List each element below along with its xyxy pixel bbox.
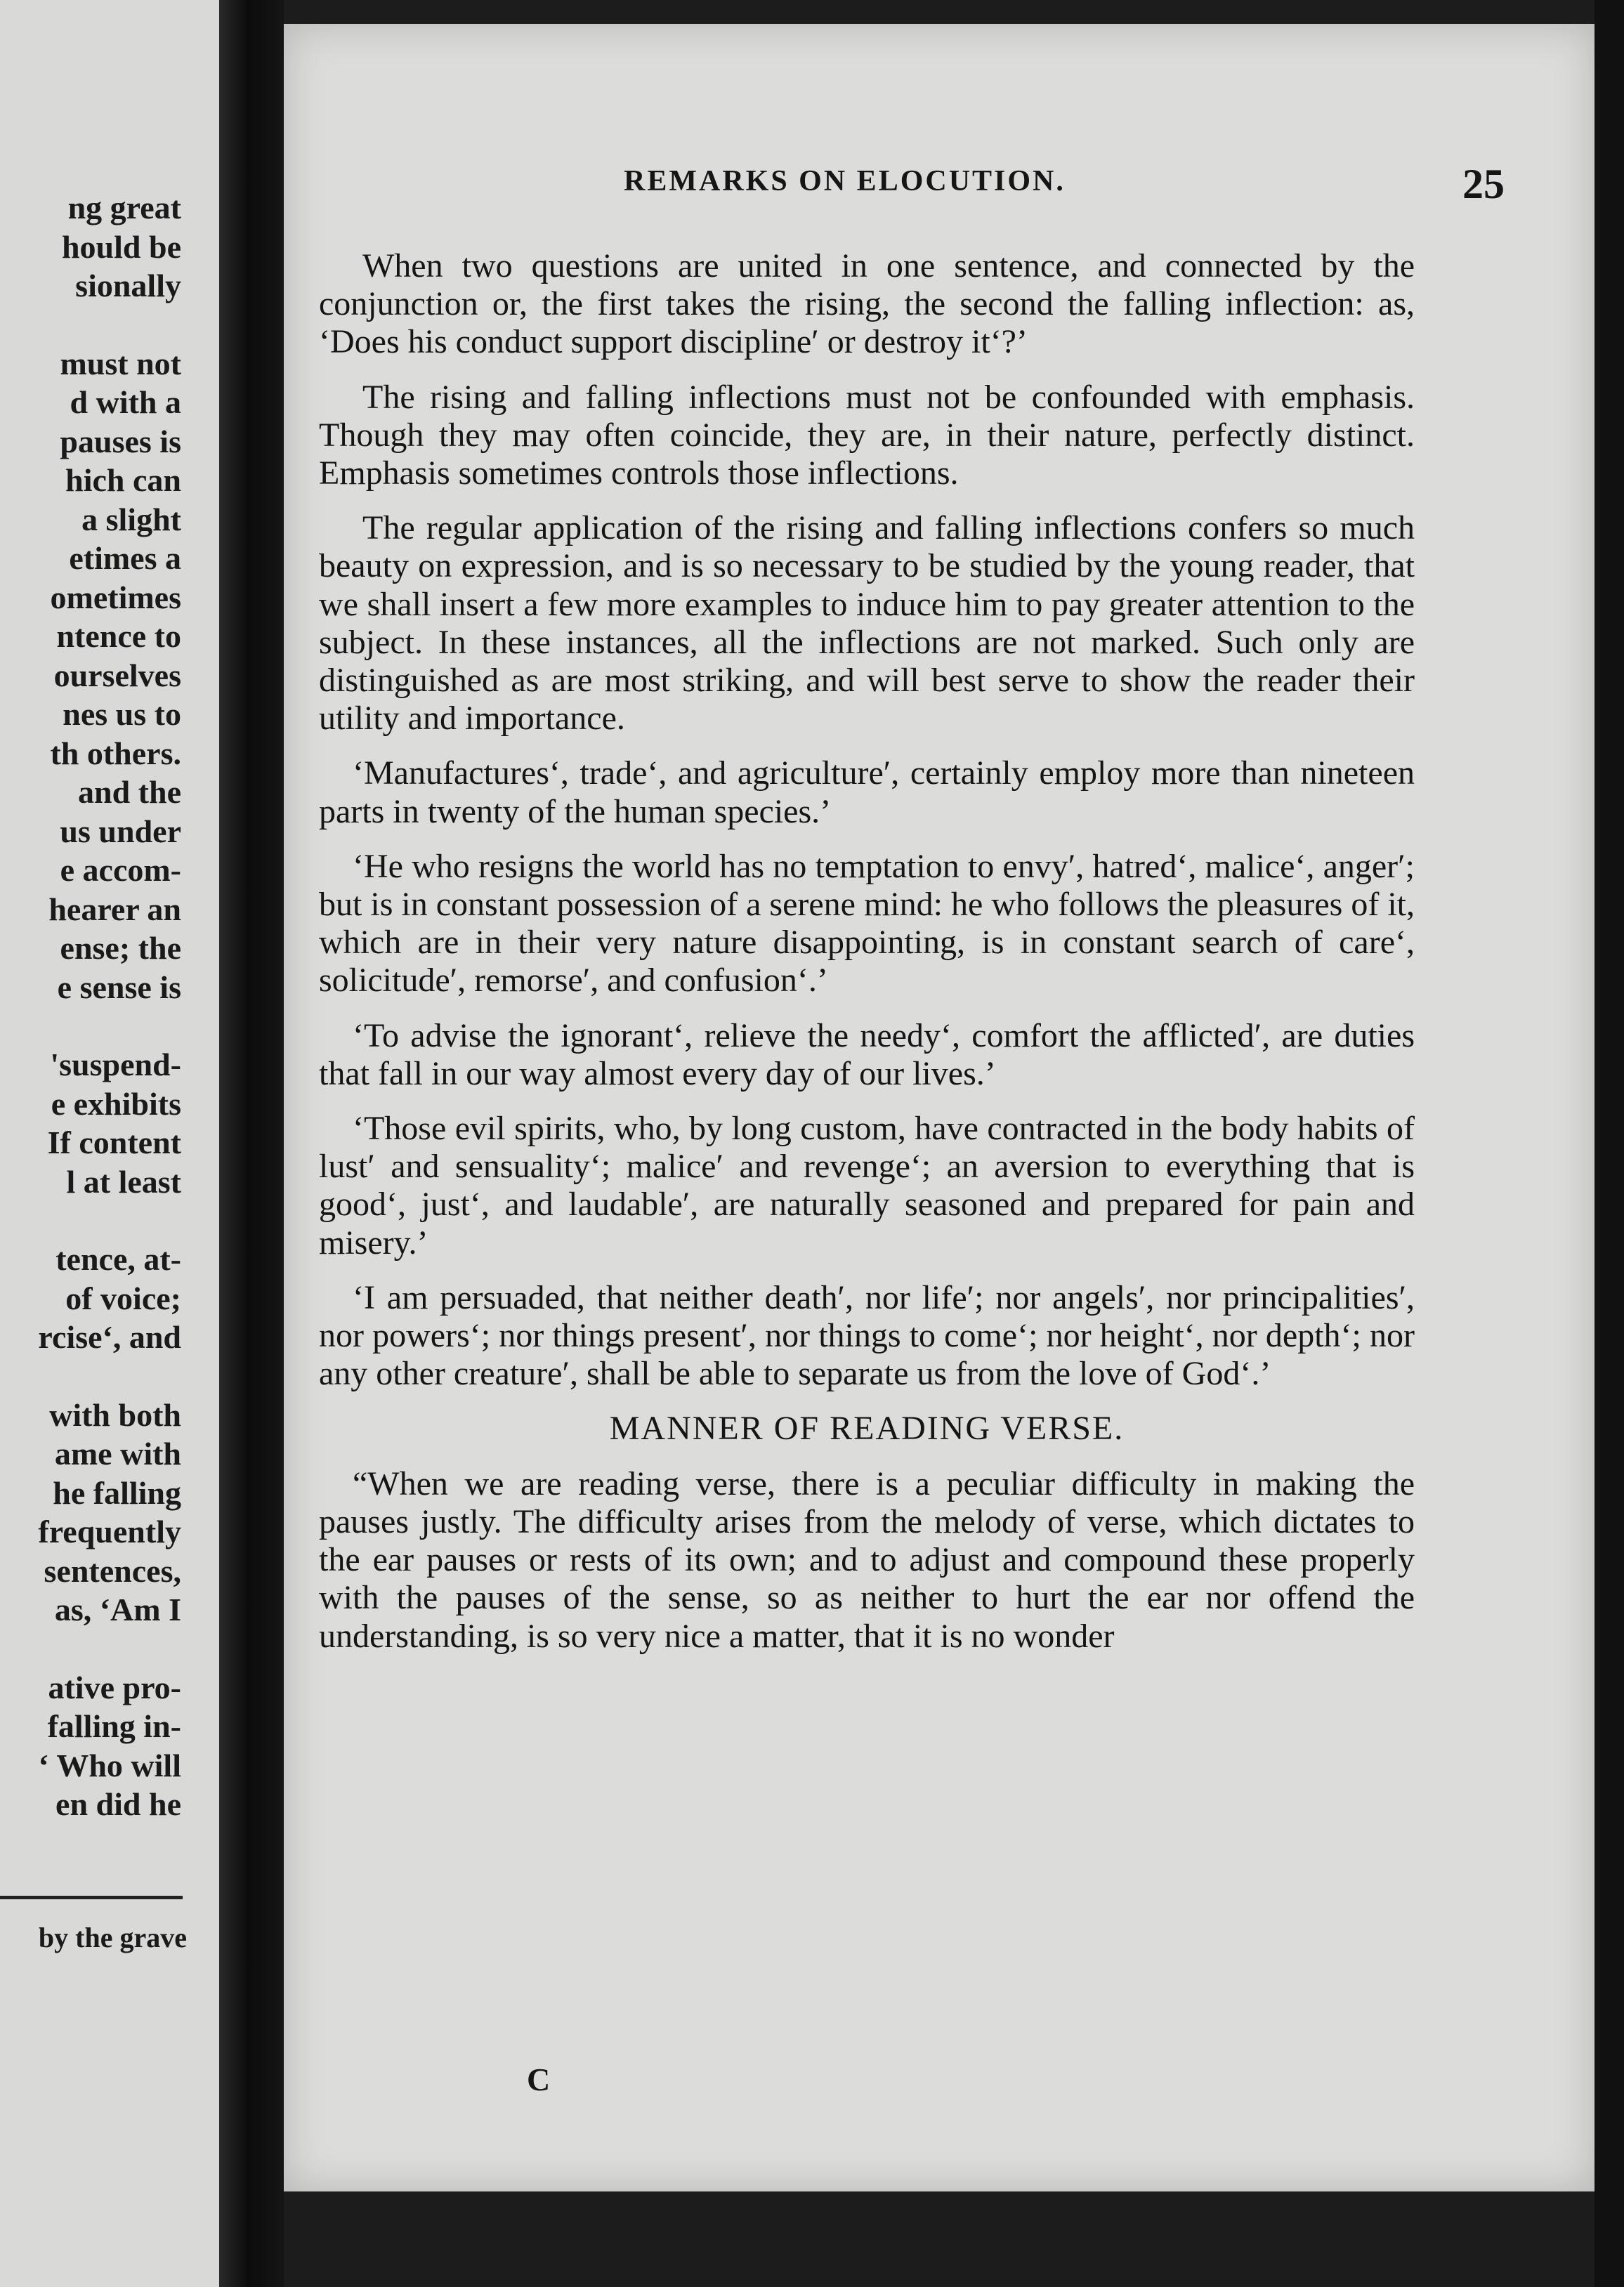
previous-page-line: 'suspend- [50,1047,181,1082]
previous-page-line: ng great [67,190,181,225]
previous-page-line: rcise‘, and [38,1319,181,1355]
previous-page-line: ense; the [60,930,181,966]
previous-page-line: pauses is [60,423,181,459]
previous-page-line: e accom- [60,852,181,888]
previous-page-line: sentences, [44,1552,181,1589]
quotation-example: ‘Manufactures‘, trade‘, and agriculture′, certainly employ more than nineteen parts in twenty of the human species.’ [319,754,1415,830]
section-paragraph: “When we are reading verse, there is a peculiar difficulty in making the pauses justly. The difficulty arises from the melody of verse, which dictates to the ear pauses or rests of its own; and to adjust and compound these properly with the pauses of the sense, so as neither to hurt the ear nor offend the understanding, is so very nice a matter, that it is no wonder [319,1464,1415,1655]
line-gap [38,1201,181,1240]
previous-page-line: frequently [38,1514,181,1549]
previous-page-line: as, ‘Am I [54,1592,181,1627]
previous-page-line: e exhibits [51,1085,181,1122]
previous-page-line: ative pro- [48,1669,181,1705]
previous-page-fragment [0,0,219,2287]
previous-page-line: l at least [66,1163,181,1200]
previous-page-line: ometimes [50,579,181,615]
previous-page-line: d with a [70,384,181,420]
previous-page-line: ame with [54,1436,181,1472]
previous-page-line: tence, at- [55,1241,181,1277]
signature-mark: C [527,2062,551,2097]
previous-page-footnote: by the grave [38,1922,187,1953]
previous-page-line: sionally [75,268,181,303]
previous-page-line: hould be [61,228,181,265]
previous-page-text [38,188,181,1824]
previous-page-line: and the [78,774,181,810]
quotation-example: ‘Those evil spirits, who, by long custom, have contracted in the body habits of lust′ and sensuality‘; malice′ and revenge‘; an aversion to everything that is good‘, just‘, and laudable′, are naturally seasoned and prepared for pain and misery.’ [319,1110,1415,1262]
previous-page-line: en did he [55,1786,181,1822]
line-gap [38,1357,181,1396]
previous-page-line: etimes a [69,540,181,576]
previous-page-line: th others. [50,735,181,771]
quotation-example: ‘To advise the ignorant‘, relieve the needy‘, comfort the afflicted′, are duties that fall in our way almost every day of our lives.’ [319,1016,1415,1092]
quotation-example: ‘He who resigns the world has no temptation to envy′, hatred‘, malice‘, anger′; but is in constant possession of a serene mind: he who follows the pleasures of it, which are in their very nature disappointing, is in constant search of care‘, solicitude′, remorse′, and confusion‘.’ [319,847,1415,1000]
previous-page-line: us under [60,813,181,849]
previous-page-line: hearer an [48,891,181,927]
previous-page-line: he falling [53,1474,181,1511]
line-gap [38,1630,181,1668]
scan-border [1594,0,1624,2287]
section-title: MANNER OF READING VERSE. [609,1410,1125,1448]
previous-page-line: If content [47,1125,181,1160]
previous-page-line: ‘ Who will [38,1747,181,1783]
previous-page-line: a slight [81,501,181,537]
quotation-example: ‘I am persuaded, that neither death′, nor life′; nor angels′, nor principalities′, nor powers‘; nor things present′, nor things to come‘; nor height‘, nor depth‘; nor any other creature′, shall be able to separate us from the love of God‘.’ [319,1278,1415,1393]
previous-page-line: nes us to [63,696,181,732]
previous-page-line: hich can [65,462,181,498]
paragraph: When two questions are united in one sentence, and connected by the conjunction or, the first takes the rising, the second the falling inflection: as, ‘Does his conduct support discipline′ or destroy it‘?’ [319,247,1415,361]
previous-page-line: must not [60,345,181,381]
page-number: 25 [1462,161,1505,207]
line-gap [38,1007,181,1045]
previous-page-line: ntence to [56,618,181,654]
previous-page-line: falling in- [47,1708,181,1744]
line-gap [38,306,181,344]
footnote-rule [0,1896,183,1899]
previous-page-line: with both [49,1396,181,1433]
previous-page-line: of voice; [65,1280,181,1316]
book-page [284,24,1594,2191]
page-header [284,161,1594,207]
running-head: REMARKS ON ELOCUTION. [624,165,1066,197]
book-gutter [219,0,284,2287]
previous-page-line: e sense is [57,969,181,1005]
previous-page-line: ourselves [53,657,181,693]
paragraph: The rising and falling inflections must not be confounded with emphasis. Though they may often coincide, they are, in their nature, perfectly distinct. Emphasis sometimes controls those inflections. [319,378,1415,492]
page-body [319,247,1415,1672]
paragraph: The regular application of the rising and falling inflections confers so much beauty on expression, and is so necessary to be studied by the young reader, that we shall insert a few more examples to induce him to pay greater attention to the subject. In these instances, all the inflections are not marked. Such only are distinguished as are most striking, and will best serve to show the reader their utility and importance. [319,509,1415,738]
